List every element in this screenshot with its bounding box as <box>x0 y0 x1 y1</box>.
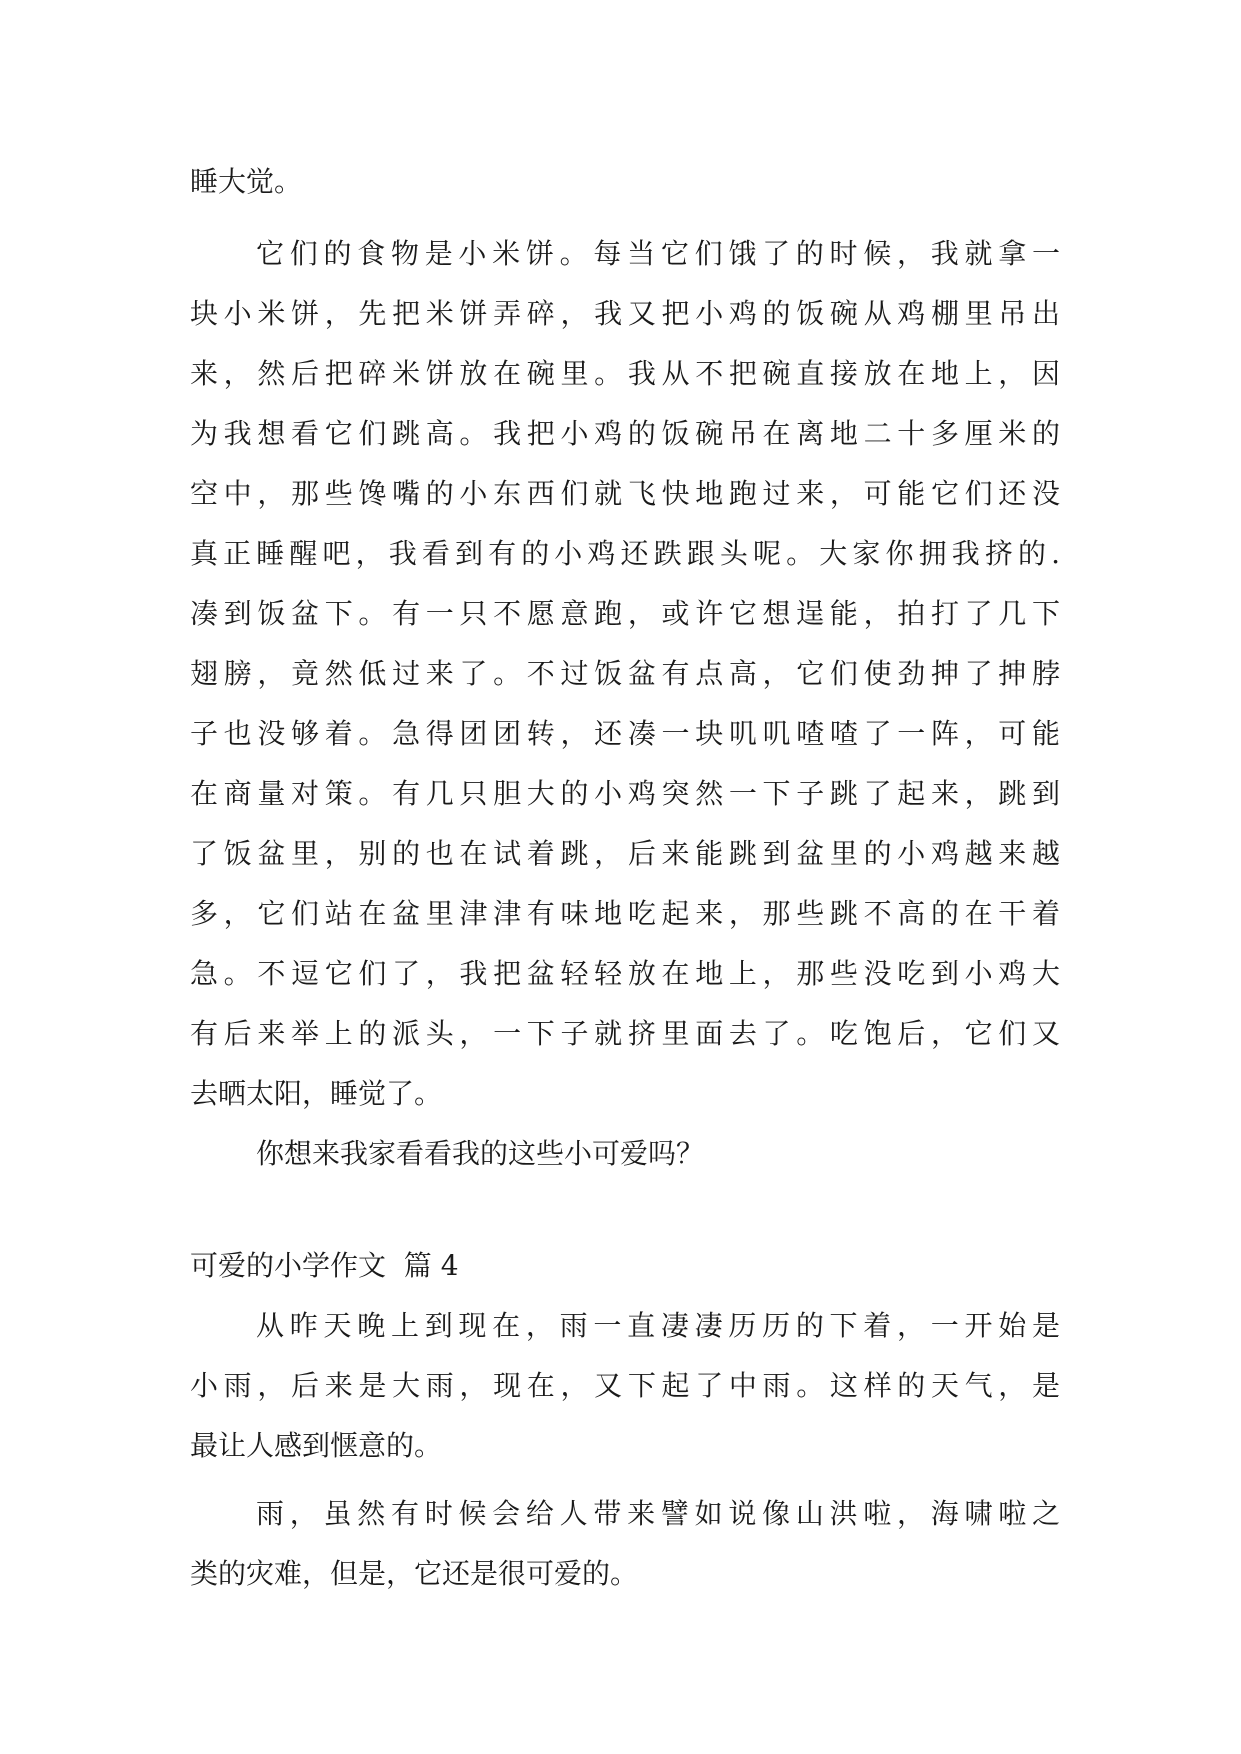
text-line: 翅膀，竟然低过来了。不过饭盆有点高，它们使劲抻了抻脖 <box>190 657 1060 690</box>
text-line: 子也没够着。急得团团转，还凑一块叽叽喳喳了一阵，可能 <box>190 717 1060 750</box>
text-line: 凑到饭盆下。有一只不愿意跑，或许它想逞能，拍打了几下 <box>190 597 1060 630</box>
text-line: 雨，虽然有时候会给人带来譬如说像山洪啦，海啸啦之 <box>256 1497 1060 1530</box>
paragraph-question <box>190 1124 1060 1184</box>
text-line: 真正睡醒吧，我看到有的小鸡还跌跟头呢。大家你拥我挤的. <box>190 537 1060 570</box>
text-line: 睡大觉。 <box>190 165 303 198</box>
text-line: 来，然后把碎米饼放在碗里。我从不把碗直接放在地上，因 <box>190 357 1060 390</box>
text-line: 小雨，后来是大雨，现在，又下起了中雨。这样的天气，是 <box>190 1369 1060 1402</box>
text-line: 了饭盆里，别的也在试着跳，后来能跳到盆里的小鸡越来越 <box>190 837 1060 870</box>
text-line: 块小米饼，先把米饼弄碎，我又把小鸡的饭碗从鸡棚里吊出 <box>190 297 1060 330</box>
text-line: 在商量对策。有几只胆大的小鸡突然一下子跳了起来，跳到 <box>190 777 1060 810</box>
text-line: 多，它们站在盆里津津有味地吃起来，那些跳不高的在干着 <box>190 897 1060 930</box>
paragraph-continued <box>190 152 1060 212</box>
text-line: 急。不逗它们了，我把盆轻轻放在地上，那些没吃到小鸡大 <box>190 957 1060 990</box>
text-line: 类的灾难，但是，它还是很可爱的。 <box>190 1557 639 1590</box>
text-line: 为我想看它们跳高。我把小鸡的饭碗吊在离地二十多厘米的 <box>190 417 1060 450</box>
paragraph-rain-1 <box>190 1296 1060 1476</box>
text-line: 它们的食物是小米饼。每当它们饿了的时候，我就拿一 <box>256 237 1060 270</box>
paragraph-rain-2 <box>190 1484 1060 1604</box>
section-heading: 可爱的小学作文 篇 4 <box>190 1249 459 1282</box>
text-line: 空中，那些馋嘴的小东西们就飞快地跑过来，可能它们还没 <box>190 477 1060 510</box>
document-body <box>190 152 1060 1604</box>
text-line: 最让人感到惬意的。 <box>190 1429 443 1462</box>
paragraph-food <box>190 224 1060 1124</box>
text-line: 你想来我家看看我的这些小可爱吗？ <box>256 1137 705 1170</box>
text-line: 从昨天晚上到现在，雨一直凄凄历历的下着，一开始是 <box>256 1309 1060 1342</box>
text-line: 有后来举上的派头，一下子就挤里面去了。吃饱后，它们又 <box>190 1017 1060 1050</box>
text-line: 去晒太阳，睡觉了。 <box>190 1077 443 1110</box>
